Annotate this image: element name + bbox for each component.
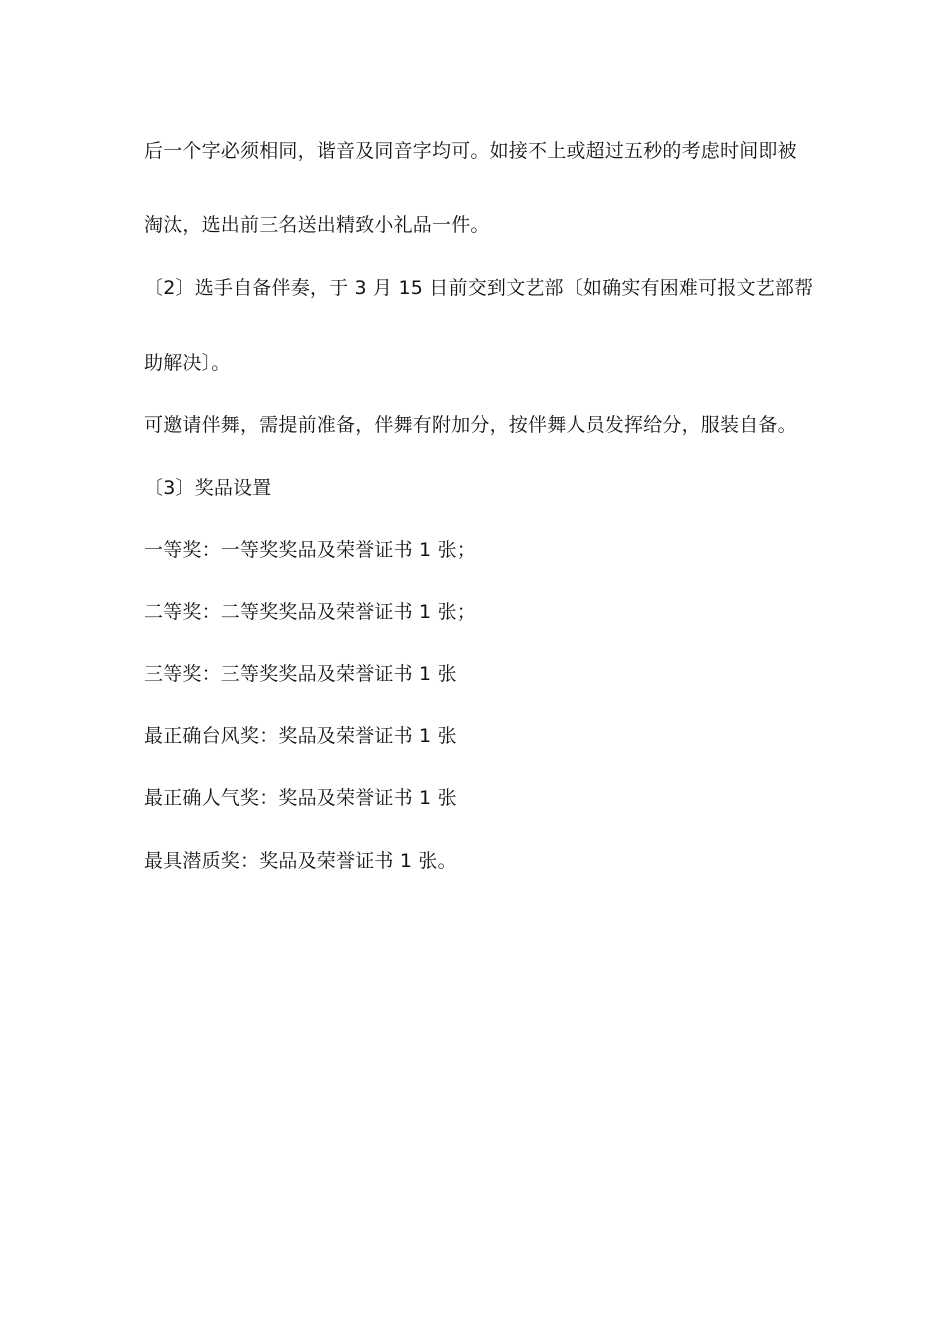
prize-best-popularity: 最正确人气奖：奖品及荣誉证书 1 张	[144, 787, 457, 809]
paragraph-rules-continued: 后一个字必须相同，谐音及同音字均可。如接不上或超过五秒的考虑时间即被	[144, 140, 797, 162]
paragraph-accompaniment-end: 助解决〕。	[144, 352, 231, 374]
section-heading-prizes: 〔3〕奖品设置	[144, 477, 272, 499]
paragraph-dancers: 可邀请伴舞，需提前准备，伴舞有附加分，按伴舞人员发挥给分，服装自备。	[144, 414, 797, 436]
prize-first: 一等奖：一等奖奖品及荣誉证书 1 张；	[144, 539, 476, 561]
prize-second: 二等奖：二等奖奖品及荣誉证书 1 张；	[144, 601, 476, 623]
paragraph-rules-end: 淘汰，选出前三名送出精致小礼品一件。	[144, 214, 490, 236]
paragraph-accompaniment: 〔2〕选手自备伴奏，于 3 月 15 日前交到文艺部〔如确实有困难可报文艺部帮	[144, 277, 814, 299]
prize-third: 三等奖：三等奖奖品及荣誉证书 1 张	[144, 663, 457, 685]
prize-best-potential: 最具潜质奖：奖品及荣誉证书 1 张。	[144, 850, 457, 872]
prize-best-stage: 最正确台风奖：奖品及荣誉证书 1 张	[144, 725, 457, 747]
